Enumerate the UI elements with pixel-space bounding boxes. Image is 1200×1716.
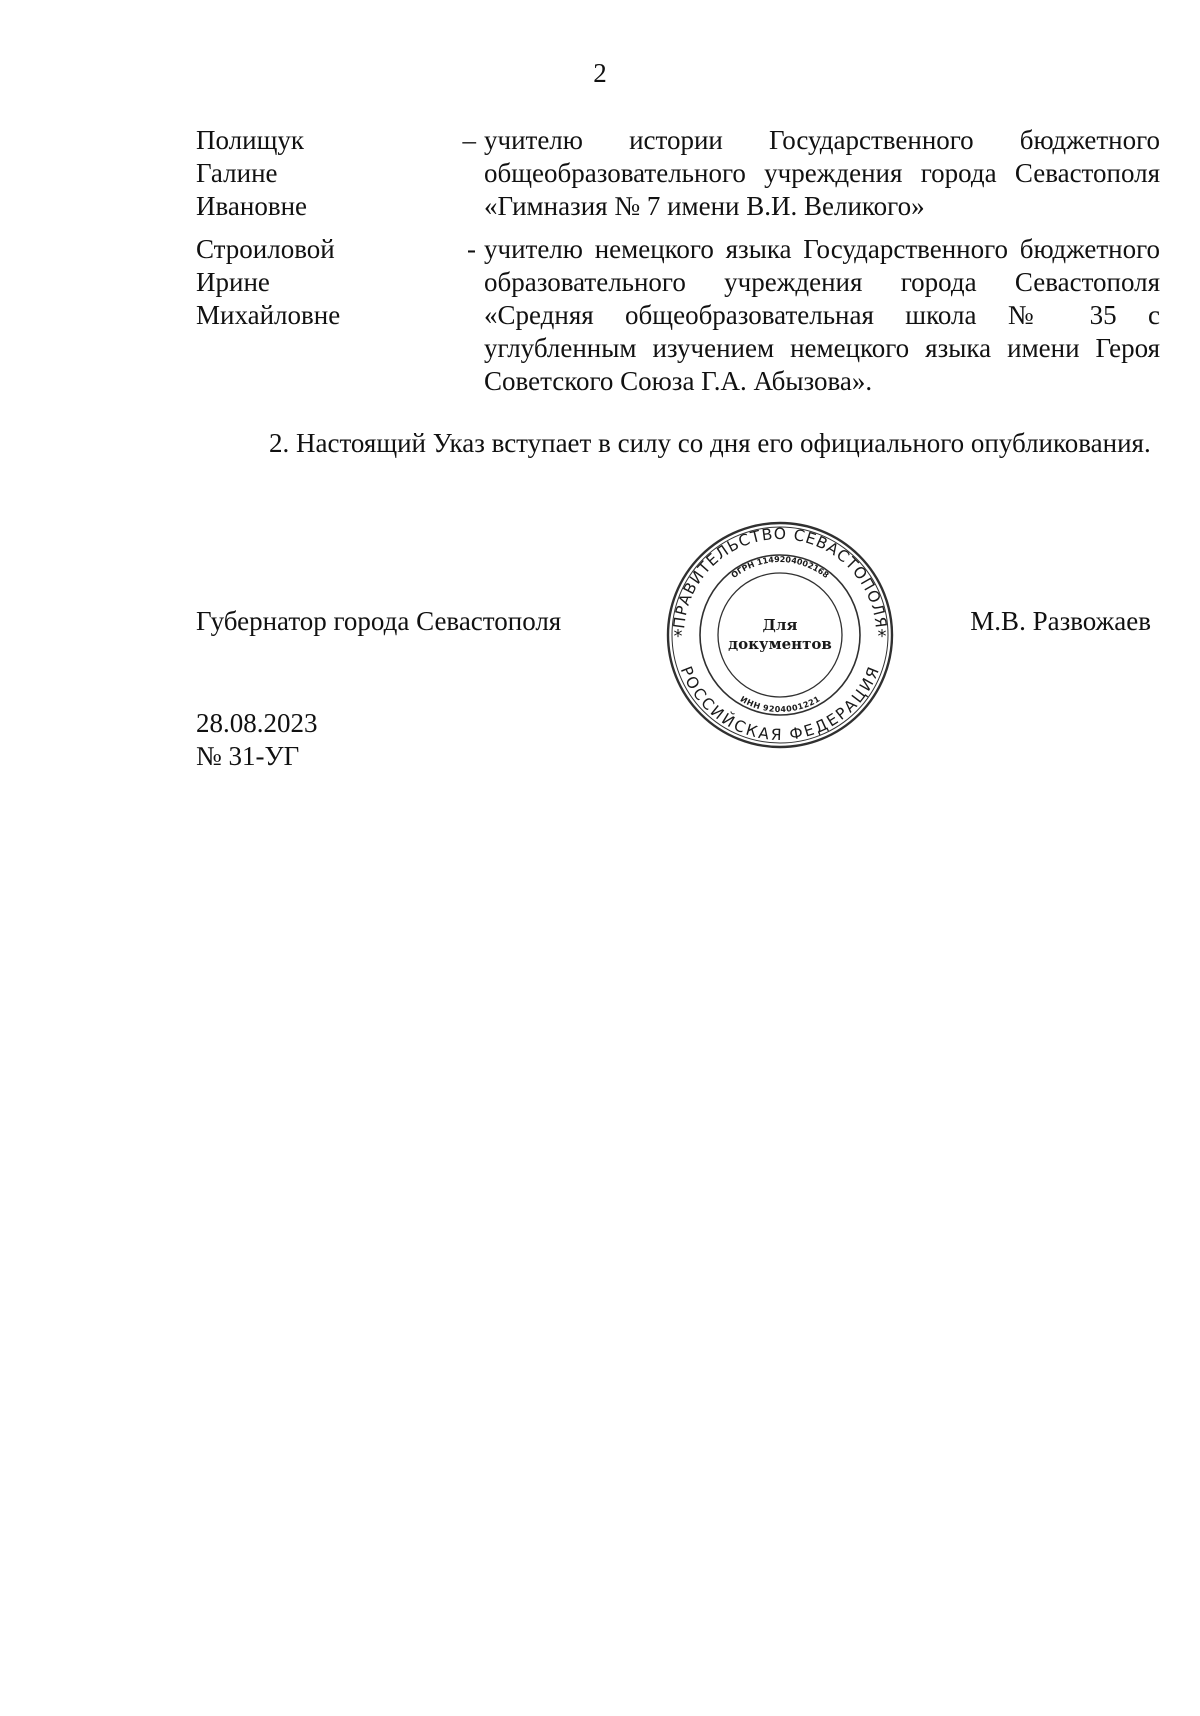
official-seal [663,518,897,752]
person-description: учителю немецкого языка Государственного бюджетного образовательного учреждения города Севастополя «Средняя общеобразовательная школа № 35 с углубленным изучением немецкого языка имени Героя Советского Союза Г.А. Абызова». [484,234,1160,396]
person-entry [196,233,1160,398]
date-number-block [196,707,318,773]
person-list [196,124,1160,408]
seal-inner-top-text: ОГРН 1149204002168 [729,554,831,580]
person-name-line: Полищук [196,125,304,155]
seal-star-right: * [877,626,887,647]
seal-outer-top-text: ПРАВИТЕЛЬСТВО СЕВАСТОПОЛЯ [670,524,890,630]
seal-star-left: * [673,626,683,647]
decree-date: 28.08.2023 [196,708,318,738]
seal-outer-bottom-text: РОССИЙСКАЯ ФЕДЕРАЦИЯ [676,663,884,745]
signatory-name: М.В. Развожаев [970,606,1151,636]
person-name-line: Ирине [196,267,270,297]
seal-center-text-line1: Для [762,616,798,634]
page-number: 2 [593,58,607,88]
person-name-line: Ивановне [196,191,308,221]
seal-center-text-line2: документов [728,635,832,653]
person-name-line: Строиловой [196,234,335,264]
clause-paragraph: 2. Настоящий Указ вступает в силу со дня его официального опубликования. [269,428,1151,458]
person-entry [196,124,1160,223]
seal-inner-bottom-text: ИНН 9204001221 [738,694,822,714]
person-dash: – [462,125,476,155]
signatory-title: Губернатор города Севастополя [196,606,562,636]
person-name [196,233,454,398]
person-name-line: Галине [196,158,278,188]
decree-number: № 31-УГ [196,741,300,771]
person-description: учителю истории Государственного бюджетного общеобразовательного учреждения города Севастополя «Гимназия № 7 имени В.И. Великого» [484,125,1160,221]
person-name [196,124,454,223]
person-name-line: Михайловне [196,300,341,330]
person-dash: - [467,234,476,264]
